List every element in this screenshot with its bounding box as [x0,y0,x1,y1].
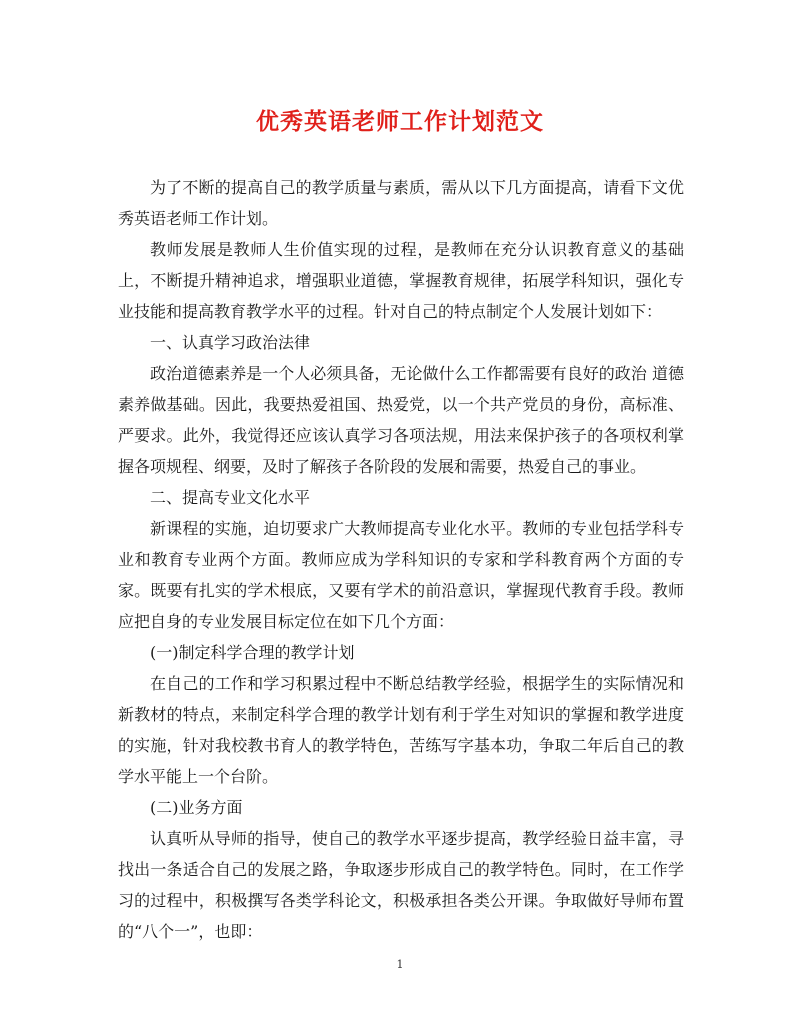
subsection-heading-teaching-plan: (一)制定科学合理的教学计划 [150,643,355,662]
paragraph-teacher-development: 教师发展是教师人生价值实现的过程，是教师在充分认识教育意义的基础上，不断提升精神追求，增强职业道德，掌握教育规律，拓展学科知识，强化专业技能和提高教育教学水平的过程。针对自己的特点制定个人发展计划如下： [118,240,684,321]
page-number: 1 [396,958,404,971]
document-title: 优秀英语老师工作计划范文 [256,108,544,135]
paragraph-political-morality: 政治道德素养是一个人必须具备，无论做什么工作都需要有良好的政治 道德素养做基础。因此，我要热爱祖国、热爱党，以一个共产党员的身份，高标准、严要求。此外，我觉得还应该认真学习各项法规，用法来保护孩子的各项权利掌握各项规程、纲要，及时了解孩子各阶段的发展和需要，热爱自己的事业。 [118,364,684,476]
paragraph-intro: 为了不断的提高自己的教学质量与素质，需从以下几方面提高，请看下文优秀英语老师工作计划。 [118,178,684,228]
paragraph-mentor-guidance: 认真听从导师的指导，使自己的教学水平逐步提高，教学经验日益丰富，寻找出一条适合自己的发展之路，争取逐步形成自己的教学特色。同时，在工作学习的过程中，积极撰写各类学科论文，积极承担各类公开课。争取做好导师布置的“八个一”，也即： [118,829,684,941]
paragraph-teaching-plan: 在自己的工作和学习积累过程中不断总结教学经验，根据学生的实际情况和新教材的特点，来制定科学合理的教学计划有利于学生对知识的掌握和教学进度的实施，针对我校教书育人的教学特色，苦练写字基本功，争取二年后自己的教学水平能上一个台阶。 [118,674,684,786]
paragraph-new-curriculum: 新课程的实施，迫切要求广大教师提高专业化水平。教师的专业包括学科专业和教育专业两个方面。教师应成为学科知识的专家和学科教育两个方面的专家。既要有扎实的学术根底，又要有学术的前沿意识，掌握现代教育手段。教师应把自身的专业发展目标定位在如下几个方面： [118,519,684,631]
subsection-heading-business: (二)业务方面 [150,798,243,817]
section-heading-professional-level: 二、提高专业文化水平 [150,488,311,507]
section-heading-politics-law: 一、认真学习政治法律 [150,333,311,352]
document-body [118,172,684,947]
